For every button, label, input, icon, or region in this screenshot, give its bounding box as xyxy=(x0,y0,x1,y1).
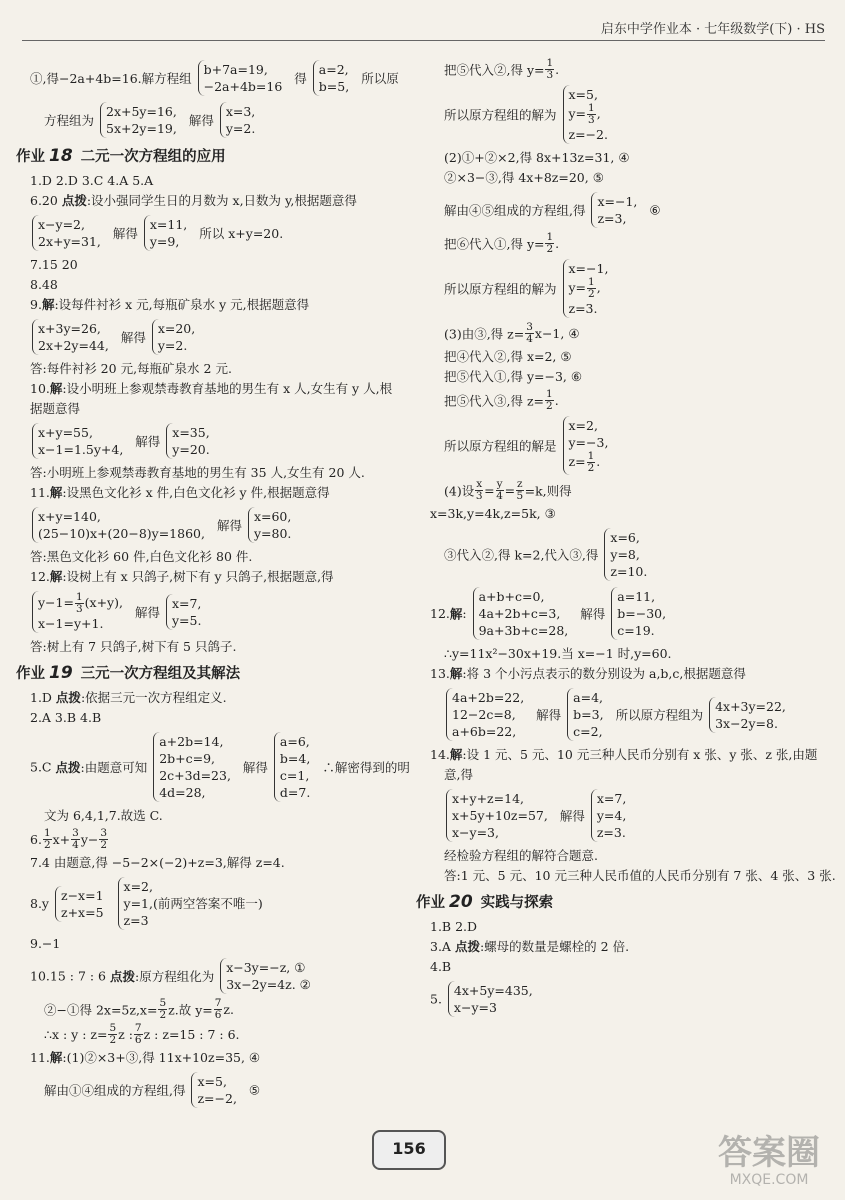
answer-18-7: 7.15 20 xyxy=(30,257,78,272)
answer-19-12: 12.解: a+b+c=0, 4a+2b+c=3, 9a+3b+c=28, 解得 a=11, b=−30, c=19. xyxy=(430,585,825,642)
r-solution-3: 所以原方程组的解是 x=2, y=−3, z= $\frac{1}{2}$ . xyxy=(430,414,825,477)
r-step-4: ②×3−③,得 4x+8z=20, ⑤ xyxy=(444,170,604,185)
equation-system: a=2, b=5, xyxy=(313,60,353,96)
equation-system: b+7a=19, −2a+4b=16 xyxy=(198,60,287,96)
r-step-9: 把④代入②,得 x=2, ⑤ xyxy=(444,349,572,364)
r-step-14: x=3k,y=4k,z=5k, ③ xyxy=(430,506,556,521)
right-column xyxy=(416,56,836,1130)
watermark-logo xyxy=(709,1134,829,1190)
answer-19-9: 9.−1 xyxy=(30,936,61,951)
answer-20-3: 3.A 点拨:螺母的数量是螺栓的 2 倍. xyxy=(430,939,630,954)
answer-18-10-cont: 据题意得 xyxy=(30,401,81,416)
answer-19-7: 7.4 由题意,得 −5−2×(−2)+z=3,解得 z=4. xyxy=(30,855,285,870)
r-step-13: (4)设 $\frac{x}{3}$ = $\frac{y}{4}$ = $\frac{z}{5}$ =k,则得 xyxy=(444,478,572,502)
answer-18-9-systems: x+3y=26, 2x+2y=44, 解得 x=20, y=2. xyxy=(30,317,410,357)
answer-18-9: 9.解:设每件衬衫 x 元,每瓶矿泉水 y 元,根据题意得 xyxy=(30,297,310,312)
answer-19-8: 8.y z−x=1 z+x=5 x=2, y=1,(前两空答案不唯一) z=3 xyxy=(30,875,410,932)
r-step-1: 把⑤代入②,得 y= $\frac{1}{3}$ . xyxy=(444,57,560,81)
answer-17-tail-2: 方程组为 2x+5y=16, 5x+2y=19, 解得 x=3, y=2. xyxy=(30,100,410,140)
answer-19-14-check: 经检验方程组的解符合题意. xyxy=(444,848,598,863)
section-title-20: 作业 20 实践与探索 xyxy=(416,892,554,912)
r-step-3: (2)①+②×2,得 8x+13z=31, ④ xyxy=(444,150,630,165)
section-title-19: 作业 19 三元一次方程组及其解法 xyxy=(16,663,241,683)
answer-19-10-step: ②−①得 2x=5z,x= $\frac{5}{2}$ z.故 y= $\frac{7}{6}$ z. xyxy=(44,997,234,1021)
header-rule xyxy=(22,40,825,41)
r-solution-2: 所以原方程组的解为 x=−1, y= $\frac{1}{2}$ , z=3. xyxy=(430,257,825,320)
answer-19-14-systems: x+y+z=14, x+5y+10z=57, x−y=3, 解得 x=7, y=4, z=3. xyxy=(430,787,825,844)
r-step-15: ③代入②,得 k=2,代入③,得 x=6, y=8, z=10. xyxy=(430,526,825,583)
answer-18-6: 6.20 点拨:设小强同学生日的月数为 x,日数为 y,根据题意得 xyxy=(30,193,357,208)
watermark-url: MXQE.COM xyxy=(729,1172,809,1188)
page-number: 156 xyxy=(372,1130,446,1170)
answer-19-10-ratio: ∴x : y : z= $\frac{5}{2}$ z : $\frac{7}{6}$ z : z=15 : 7 : 6. xyxy=(44,1022,240,1046)
equation-system: x=3, y=2. xyxy=(220,102,259,138)
answer-19-12-cont: ∴y=11x²−30x+19.当 x=−1 时,y=60. xyxy=(444,646,672,661)
r-solution-1: 所以原方程组的解为 x=5, y= $\frac{1}{3}$ , z=−2. xyxy=(430,83,825,146)
answer-18-12: 12.解:设树上有 x 只鸽子,树下有 y 只鸽子,根据题意,得 xyxy=(30,569,334,584)
left-column xyxy=(16,56,410,1130)
answer-20-5: 5. 4x+5y=435, x−y=3 xyxy=(430,979,825,1019)
answer-19-13-systems: 4a+2b=22, 12−2c=8, a+6b=22, 解得 a=4, b=3, c=2, 所以原方程组为 4x+3y=22, 3x−2y=8. xyxy=(430,686,825,743)
answer-18-11-conclusion: 答:黑色文化衫 60 件,白色文化衫 80 件. xyxy=(30,549,253,564)
answer-19-14-conclusion: 答:1 元、5 元、10 元三种人民币值的人民币分别有 7 张、4 张、3 张. xyxy=(444,868,836,883)
answer-19-14-cont: 意,得 xyxy=(444,767,473,782)
answer-18-6-systems: x−y=2, 2x+y=31, 解得 x=11, y=9, 所以 x+y=20. xyxy=(30,213,410,253)
answer-17-tail-1: ①,得−2a+4b=16.解方程组 b+7a=19, −2a+4b=16 得 a=2, b=5, 所以原 xyxy=(30,62,399,94)
watermark-text: 答案圈 xyxy=(718,1133,820,1173)
section-title-18: 作业 18 二元一次方程组的应用 xyxy=(16,146,226,166)
answer-19-2: 2.A 3.B 4.B xyxy=(30,710,102,725)
answer-19-5-cont: 文为 6,4,1,7.故选 C. xyxy=(44,808,163,823)
answer-18-11-systems: x+y=140, (25−10)x+(20−8)y=1860, 解得 x=60, y=80. xyxy=(30,505,410,545)
answer-18-10-systems: x+y=55, x−1=1.5y+4, 解得 x=35, y=20. xyxy=(30,421,410,461)
answer-18-9-conclusion: 答:每件衬衫 20 元,每瓶矿泉水 2 元. xyxy=(30,361,232,376)
equation-system: 2x+5y=16, 5x+2y=19, xyxy=(100,102,181,138)
answer-19-11-step: 解由①④组成的方程组,得 x=5, z=−2, ⑤ xyxy=(44,1074,261,1106)
answer-18-10: 10.解:设小明班上参观禁毒教育基地的男生有 x 人,女生有 y 人,根 xyxy=(30,381,393,396)
r-step-6: 把⑥代入①,得 y= $\frac{1}{2}$ . xyxy=(444,231,560,255)
r-step-5: 解由④⑤组成的方程组,得 x=−1, z=3, ⑥ xyxy=(444,194,661,226)
answer-18-11: 11.解:设黑色文化衫 x 件,白色文化衫 y 件,根据题意得 xyxy=(30,485,330,500)
answer-19-11: 11.解:(1)②×3+③,得 11x+10z=35, ④ xyxy=(30,1050,261,1065)
answer-18-10-conclusion: 答:小明班上参观禁毒教育基地的男生有 35 人,女生有 20 人. xyxy=(30,465,365,480)
answer-18-1: 1.D 2.D 3.C 4.A 5.A xyxy=(30,173,154,188)
r-step-10: 把⑤代入①,得 y=−3, ⑥ xyxy=(444,369,583,384)
answer-19-6: 6. $\frac{1}{2}$ x+ $\frac{3}{4}$ y− $\frac{3}{2}$ xyxy=(30,827,108,851)
answer-18-12-systems: y−1= $\frac{1}{3}$ (x+y), x−1=y+1. 解得 x=7, y=5. xyxy=(30,589,410,635)
answer-18-12-conclusion: 答:树上有 7 只鸽子,树下有 5 只鸽子. xyxy=(30,639,237,654)
r-step-11: 把⑤代入③,得 z= $\frac{1}{2}$ . xyxy=(444,388,559,412)
answer-19-14: 14.解:设 1 元、5 元、10 元三种人民币分别有 x 张、y 张、z 张,由题 xyxy=(430,747,818,762)
answer-18-8: 8.48 xyxy=(30,277,58,292)
answer-19-13: 13.解:将 3 个小污点表示的数分别设为 a,b,c,根据题意得 xyxy=(430,666,746,681)
answer-19-1: 1.D 点拨:依据三元一次方程组定义. xyxy=(30,690,227,705)
answer-19-10: 10.15 : 7 : 6 点拨:原方程组化为 x−3y=−z, ① 3x−2y=4z. ② xyxy=(30,956,410,996)
answer-20-1: 1.B 2.D xyxy=(430,919,478,934)
page-header: 启东中学作业本 · 七年级数学(下) · HS xyxy=(600,22,825,37)
answer-20-4: 4.B xyxy=(430,959,452,974)
r-step-8: (3)由③,得 z= $\frac{3}{4}$ x−1, ④ xyxy=(444,321,580,345)
answer-19-5: 5.C 点拨:由题意可知 a+2b=14, 2b+c=9, 2c+3d=23, 4d=28, 解得 a=6, b=4, c=1, d=7. ∴解密得到的明 xyxy=(30,734,410,800)
